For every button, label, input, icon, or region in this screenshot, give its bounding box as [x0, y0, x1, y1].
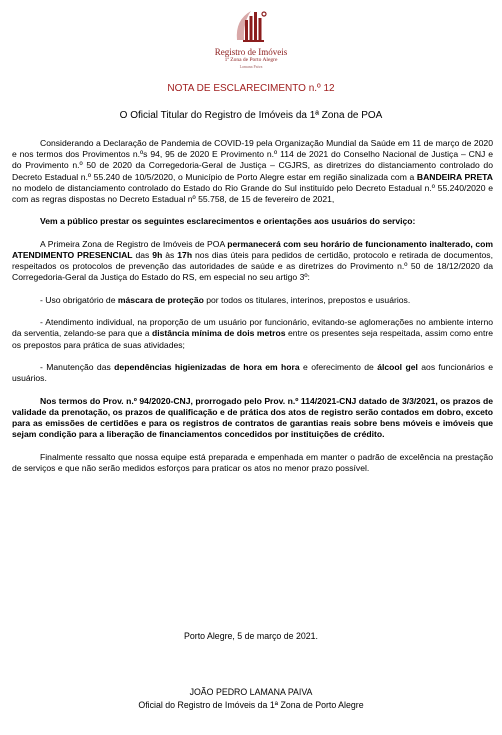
logo-zone: 1ª Zona de Porto Alegre [224, 57, 278, 63]
logo-officer: Lamana Paiva [239, 64, 263, 69]
paragraph-considerations [12, 138, 493, 205]
bold-text: máscara de proteção [117, 294, 204, 305]
list-item-mask [12, 295, 493, 306]
bold-text: permanecerá com seu horário de funcionamento inalterado, com ATENDIMENTO PRESENCIAL [12, 238, 493, 260]
registry-logo [0, 6, 502, 69]
paragraph-text: aos funcionários e usuários. [12, 361, 493, 384]
document-subtitle: O Oficial Titular do Registro de Imóveis da 1ª Zona de POA [119, 110, 383, 121]
paragraph-text: nos dias úteis para pedidos de certidão, protocolo e retirada de documentos, respeitados os protocolos de prevenção das autoridades de saúde e as diretrizes do Provimento n.º 50 de 18/12/2020 da Corregedoria-Geral da Justiça do Estado do RS, em especial no seu artigo 3º: [12, 250, 493, 283]
logo-name: Registro de Imóveis [214, 47, 288, 57]
city-date: Porto Alegre, 5 de março de 2021. [184, 631, 318, 641]
bold-paragraph-text: Vem a público prestar os seguintes esclarecimentos e orientações aos usuários do serviço: [40, 216, 416, 227]
paragraph-text: no modelo de distanciamento controlado do Estado do Rio Grande do Sul instituído pelo Decreto Estadual n.º 55.240/2020 e com as regras dispostas no Decreto Estadual nº 55.758, de 15 de fevereiro de 2021, [12, 182, 493, 205]
paragraph-text: A Primeira Zona de Registro de Imóveis de POA [40, 238, 228, 249]
bold-text: álcool gel [377, 361, 418, 372]
paragraph-text: Considerando a Declaração de Pandemia de COVID-19 pela Organização Mundial da Saúde em 11 de março de 2020 e nos termos dos Provimentos n.ºs 94, 95 de 2020 E Provimento n.º 114 de 2021 do Conselho Nacional de Justiça – CNJ e do Provimento n.º 50 de 2020 da Corregedoria-Geral de Justiça – CGJRS, as diretrizes do distanciamento controlado do Decreto Estadual n.º 55.240 de 10/5/2020, o Município de Porto Alegre estar em região sinalizada com a [12, 138, 493, 182]
paragraph-text: por todos os titulares, interinos, prepostos e usuários. [203, 294, 411, 305]
document-body [12, 138, 493, 485]
paragraph-text: das [132, 250, 153, 260]
paragraph-text: às [162, 250, 178, 260]
paragraph-text: - Atendimento individual, na proporção de um usuário por funcionário, evitando-se aglomerações no ambiente interno da serventia, zelando-se para que a [12, 317, 493, 339]
note-title: NOTA DE ESCLARECIMENTO n.º 12 [167, 83, 335, 94]
paragraph-closing [12, 452, 493, 474]
paragraph-text: e oferecimento de [299, 361, 378, 372]
paragraph-text: entre os presentes seja respeitada, assim como entre os prepostos para prática de suas atividades; [12, 328, 493, 350]
bold-text: 9h [152, 250, 163, 260]
signer-name: JOÃO PEDRO LAMANA PAIVA [189, 687, 313, 697]
registry-columns-logo-icon [231, 6, 271, 46]
paragraph-text: - Uso obrigatório de [40, 294, 118, 305]
paragraph-announcement [12, 216, 493, 227]
bold-text: 17h [177, 250, 193, 260]
paragraph-deadlines [12, 396, 493, 441]
paragraph-text: - Manutenção das [40, 361, 115, 372]
bold-flag-text: BANDEIRA PRETA [416, 171, 493, 182]
bold-text: dependências higienizadas de hora em hora [114, 361, 300, 372]
bold-paragraph-text: Nos termos do Prov. n.º 94/2020-CNJ, prorrogado pelo Prov. n.º 114/2021-CNJ datado de 3/3/2021, os prazos de validade da prenotação, os prazos de qualificação e de prática dos atos de registro serão contados em dobro, exceto para as emissões de certidões e para os registros de contratos de garantias reais sobre bens móveis e imóveis que sejam condição para a liberação de financiamentos concedidos por instituições de crédito. [12, 395, 493, 440]
list-item-hygiene [12, 362, 493, 384]
list-item-distance [12, 317, 493, 351]
paragraph-text: Finalmente ressalto que nossa equipe está preparada e empenhada em manter o padrão de excelência na prestação de serviços e que não serão medidos esforços para praticar os atos no menor prazo possível. [12, 451, 493, 473]
signer-role: Oficial do Registro de Imóveis da 1ª Zona de Porto Alegre [138, 700, 364, 710]
bold-text: distância mínima de dois metros [151, 328, 286, 339]
paragraph-hours [12, 239, 493, 284]
